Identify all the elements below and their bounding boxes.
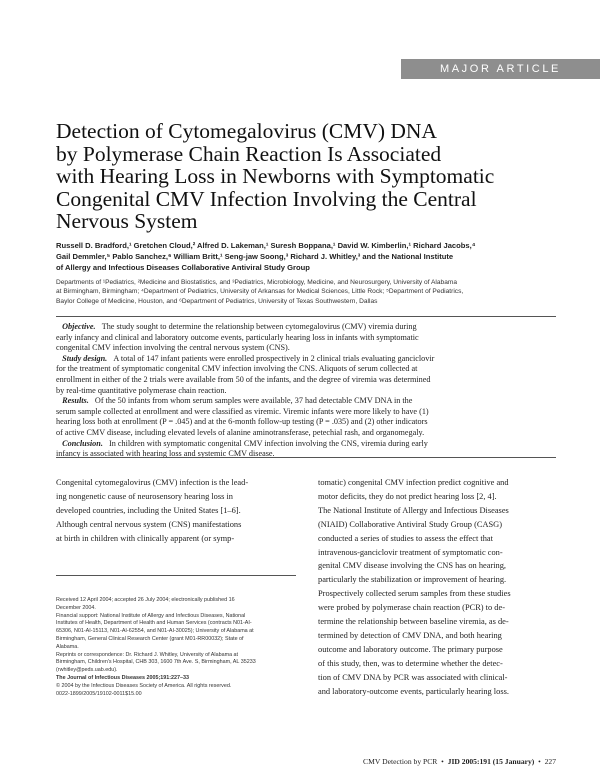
objective-label: Objective. bbox=[62, 322, 96, 331]
abstract-line bbox=[56, 439, 556, 450]
body-line: particularly the stabilization or improvement of hearing. bbox=[318, 575, 507, 585]
body-line: outcome and laboratory outcome. The primary purpose bbox=[318, 644, 503, 654]
body-line: tomatic) congenital CMV infection predict cognitive and bbox=[318, 478, 509, 487]
copyright-line: 0022-1899/2005/19102-0011$15.00 bbox=[56, 690, 142, 697]
conclusion-text: In children with symptomatic congenital CMV infection involving the CNS, viremia during early bbox=[109, 438, 428, 448]
footnote-line: Reprints or correspondence: Dr. Richard J. Whitley, University of Alabama at bbox=[56, 651, 239, 658]
abstract-line: by real-time quantitative polymerase chain reaction. bbox=[56, 385, 227, 395]
body-left-column bbox=[56, 476, 293, 546]
footnote-line: Birmingham, Children's Hospital, CHB 303, 1600 7th Ave. S, Birmingham, AL 35233 bbox=[56, 659, 256, 666]
title-line: Detection of Cytomegalovirus (CMV) DNA bbox=[56, 119, 437, 143]
footnote-line: Birmingham, General Clinical Research Center (grant M01-RR00032); State of bbox=[56, 635, 244, 642]
body-line: tion of CMV DNA by PCR was associated with clinical- bbox=[318, 672, 508, 682]
title-line: with Hearing Loss in Newborns with Symptomatic bbox=[56, 164, 495, 188]
abstract-line: hearing loss both at enrollment (P = .045) and at the 6-month follow-up testing (P = .035) and (2) other indicators bbox=[56, 417, 428, 427]
abstract-line bbox=[56, 354, 556, 365]
body-line: at birth in children with clinically apparent (or symp- bbox=[56, 533, 235, 543]
abstract-line: congenital CMV infection involving the central nervous system (CNS). bbox=[56, 343, 290, 353]
footnote-line: 65306, N01-AI-15113, N01-AI-62554, and N01-AI-30025); University of Alabama at bbox=[56, 628, 254, 635]
body-line: termine the relationship between baseline viremia, as de- bbox=[318, 617, 509, 627]
results-text: Of the 50 infants from whom serum samples were available, 37 had detectable CMV DNA in the bbox=[94, 396, 413, 406]
article-type-banner: MAJOR ARTICLE bbox=[401, 59, 600, 79]
affiliation-line: Baylor College of Medicine, Houston, and ⁶Department of Pediatrics, University of Texas Southwestern, Dallas bbox=[56, 297, 378, 305]
running-title: CMV Detection by PCR bbox=[363, 757, 438, 766]
footnote-line: Institutes of Health, Department of Health and Human Services (contracts N01-AI- bbox=[56, 620, 252, 627]
footnote-line: December 2004. bbox=[56, 604, 96, 611]
affiliations bbox=[56, 278, 556, 306]
title-line: Congenital CMV Infection Involving the Central bbox=[56, 186, 477, 211]
journal-citation: The Journal of Infectious Diseases 2005;191:227–33 bbox=[56, 674, 190, 681]
body-line: (NIAID) Collaborative Antiviral Study Group (CASG) bbox=[318, 519, 502, 529]
body-line: Congenital cytomegalovirus (CMV) infection is the lead- bbox=[56, 478, 249, 487]
body-line: Prospectively collected serum samples from these studies bbox=[318, 589, 511, 599]
title-line: by Polymerase Chain Reaction Is Associated bbox=[56, 141, 442, 166]
footnote-line: Received 12 April 2004; accepted 26 July 2004; electronically published 16 bbox=[56, 597, 235, 603]
body-line: motor deficits, they do not predict hearing loss [2, 4]. bbox=[318, 491, 497, 501]
study-design-text: A total of 147 infant patients were enrolled prospectively in 2 clinical trials evaluating ganciclovir bbox=[113, 353, 435, 363]
body-line: intravenous-ganciclovir treatment of symptomatic con- bbox=[318, 547, 503, 557]
copyright-line: © 2004 by the Infectious Diseases Society of America. All rights reserved. bbox=[56, 682, 232, 689]
body-line: genital CMV disease involving the CNS has on hearing, bbox=[318, 561, 507, 571]
conclusion-label: Conclusion. bbox=[62, 438, 103, 448]
footnote-rule bbox=[56, 575, 296, 576]
abstract-line: enrollment in either of the 2 trials were available from 50 of the infants, and the degree of viremia was determined bbox=[56, 374, 431, 384]
body-line: Although central nervous system (CNS) manifestations bbox=[56, 519, 242, 529]
body-right-column bbox=[318, 476, 555, 699]
abstract-line: for the treatment of symptomatic congenital CMV infection involving the CNS. Aliquots of serum collected at bbox=[56, 364, 418, 374]
author-line: Russell D. Bradford,¹ Gretchen Cloud,² Alfred D. Lakeman,¹ Suresh Boppana,¹ David W. Kimberlin,¹ Richard Jacobs,⁴ bbox=[56, 241, 476, 250]
affiliation-line: Departments of ¹Pediatrics, ²Medicine and Biostatistics, and ³Pediatrics, Microbiology, Medicine, and Neurosurgery, University of Alabama bbox=[56, 279, 458, 286]
body-line: The National Institute of Allergy and Infectious Diseases bbox=[318, 505, 509, 515]
author-line: Gail Demmler,⁵ Pablo Sanchez,⁶ William Britt,¹ Seng-jaw Soong,³ Richard J. Whitley,³ and the National Institute bbox=[56, 252, 454, 261]
body-line: conducted a series of studies to assess the effect that bbox=[318, 533, 493, 543]
body-line: termined by detection of CMV DNA, and both hearing bbox=[318, 630, 502, 640]
abstract-bottom-rule bbox=[56, 457, 556, 458]
title-line: Nervous System bbox=[56, 209, 198, 233]
author-list bbox=[56, 240, 556, 273]
objective-text: The study sought to determine the relationship between cytomegalovirus (CMV) viremia during bbox=[101, 322, 417, 331]
article-title bbox=[56, 120, 556, 233]
abstract bbox=[56, 322, 556, 460]
footnote-line: Alabama. bbox=[56, 643, 79, 650]
abstract-line: early infancy and clinical and laboratory outcome events, particularly hearing loss in infants with symptomatic bbox=[56, 332, 419, 342]
abstract-line: infancy is associated with hearing loss and systemic CMV disease. bbox=[56, 449, 275, 459]
affiliation-line: at Birmingham, Birmingham; ⁴Department of Pediatrics, University of Arkansas for Medical Sciences, Little Rock; ⁵Department of Pediatrics, bbox=[56, 288, 464, 296]
footnote-line: Financial support: National Institute of Allergy and Infectious Diseases, National bbox=[56, 612, 246, 619]
journal-reference: JID 2005:191 (15 January) bbox=[447, 757, 535, 766]
abstract-top-rule bbox=[56, 316, 556, 317]
body-line: were probed by polymerase chain reaction (PCR) to de- bbox=[318, 603, 505, 613]
abstract-line bbox=[56, 322, 556, 333]
study-design-label: Study design. bbox=[62, 353, 108, 363]
results-label: Results. bbox=[62, 396, 89, 406]
abstract-line bbox=[56, 396, 556, 407]
author-line: of Allergy and Infectious Diseases Collaborative Antiviral Study Group bbox=[56, 263, 310, 272]
abstract-line: of active CMV disease, including elevated levels of alanine aminotransferase, petechial rash, and organomegaly. bbox=[56, 427, 425, 437]
body-line: and laboratory-outcome events, particularly hearing loss. bbox=[318, 686, 509, 696]
body-line: of this study, then, was to determine whether the detec- bbox=[318, 658, 503, 668]
abstract-line: serum sample collected at enrollment and were classified as viremic. Viremic infants were more likely to have (1) bbox=[56, 406, 429, 416]
page-footer: CMV Detection by PCR • JID 2005:191 (15 January) • 227 bbox=[363, 757, 556, 766]
footnote-line: (rwhitley@peds.uab.edu). bbox=[56, 667, 118, 674]
body-line: developed countries, including the United States [1–6]. bbox=[56, 505, 241, 515]
page-number: 227 bbox=[544, 757, 556, 766]
footnotes bbox=[56, 597, 296, 698]
body-line: ing nongenetic cause of neurosensory hearing loss in bbox=[56, 491, 233, 501]
